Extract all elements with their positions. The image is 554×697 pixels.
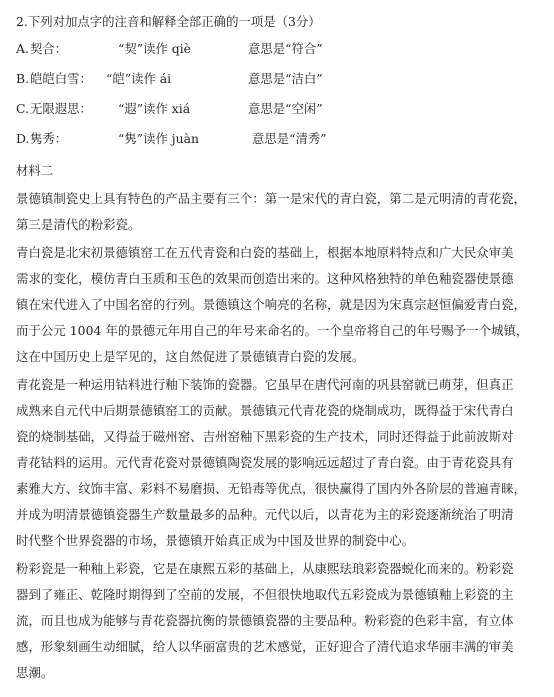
paragraph-line: 需求的变化，模仿青白玉质和玉色的效果而创造出来的。这种风格独特的单色釉瓷器使景德 bbox=[16, 271, 514, 286]
option-a[interactable] bbox=[16, 34, 538, 64]
paragraph-line: 第三是清代的粉彩瓷。 bbox=[16, 217, 141, 232]
paragraph-line: 思潮。 bbox=[16, 665, 54, 680]
material-heading: 材料二 bbox=[16, 163, 54, 178]
paragraph-line: 青花瓷是一种运用钴料进行釉下装饰的瓷器。它虽早在唐代河南的巩县窑就已萌芽，但真正 bbox=[16, 377, 514, 392]
option-word: 皑皑白雪： bbox=[30, 71, 92, 86]
paragraph-fencai bbox=[16, 556, 538, 686]
paragraph-line: 并成为明清景德镇瓷器生产数量最多的品种。元代以后，以青花为主的彩瓷逐渐统治了明清 bbox=[16, 507, 514, 522]
option-c[interactable] bbox=[16, 94, 538, 124]
paragraph-qingbai bbox=[16, 240, 538, 370]
paragraph-line: 而于公元 1004 年的景德元年用自己的年号来命名的。一个皇帝将自己的年号赐予一个城镇， bbox=[16, 323, 529, 338]
paragraph-line: 青花钴料的运用。元代青花瓷对景德镇陶瓷发展的影响远远超过了青白瓷。由于青花瓷具有 bbox=[16, 455, 514, 470]
option-meaning: 意思是“空闲” bbox=[248, 101, 323, 116]
option-word: 无限遐思： bbox=[30, 101, 92, 116]
option-b[interactable] bbox=[16, 64, 538, 94]
question-title: 2.下列对加点字的注音和解释全部正确的一项是（3分） bbox=[16, 14, 321, 29]
option-letter: C. bbox=[16, 101, 29, 116]
paragraph-intro bbox=[16, 186, 538, 238]
paragraph-qinghua bbox=[16, 372, 538, 554]
paragraph-line: 素雅大方、纹饰丰富、彩料不易磨损、无铅毒等优点，很快赢得了国内外各阶层的普遍青睐， bbox=[16, 481, 527, 496]
option-word: 契合： bbox=[30, 41, 68, 56]
paragraph-line: 粉彩瓷是一种釉上彩瓷，它是在康熙五彩的基础上，从康熙珐琅彩瓷器蜕化而来的。粉彩瓷 bbox=[16, 561, 514, 576]
paragraph-line: 成熟来自元代中后期景德镇窑工的贡献。景德镇元代青花瓷的烧制成功，既得益于宋代青白 bbox=[16, 403, 514, 418]
paragraph-line: 流，而且也成为能够与青花瓷器抗衡的景德镇瓷器的主要品种。粉彩瓷的色彩丰富，有立体 bbox=[16, 613, 514, 628]
option-letter: B. bbox=[16, 71, 30, 86]
paragraph-line: 镇在宋代进入了中国名窑的行列。景德镇这个响亮的名称，就是因为宋真宗赵恒偏爱青白瓷， bbox=[16, 297, 527, 312]
paragraph-line: 瓷的烧制基础，又得益于磁州窑、吉州窑釉下黑彩瓷的生产技术，同时还得益于此前波斯对 bbox=[16, 429, 514, 444]
option-reading: “遐”读作 xiá bbox=[118, 101, 191, 116]
option-meaning: 意思是“洁白” bbox=[248, 71, 323, 86]
option-reading: “隽”读作 juàn bbox=[118, 131, 199, 146]
paragraph-line: 景德镇制瓷史上具有特色的产品主要有三个：第一是宋代的青白瓷，第二是元明清的青花瓷， bbox=[16, 191, 527, 206]
paragraph-line: 青白瓷是北宋初景德镇窑工在五代青瓷和白瓷的基础上，根据本地原料特点和广大民众审美 bbox=[16, 245, 514, 260]
option-d[interactable] bbox=[16, 124, 538, 154]
option-meaning: 意思是“清秀” bbox=[252, 131, 327, 146]
paragraph-line: 器到了雍正、乾隆时期得到了空前的发展，不但很快地取代五彩瓷成为景德镇釉上彩瓷的主 bbox=[16, 587, 514, 602]
option-meaning: 意思是“符合” bbox=[248, 41, 323, 56]
paragraph-line: 这在中国历史上是罕见的，这自然促进了景德镇青白瓷的发展。 bbox=[16, 349, 365, 364]
option-word: 隽秀： bbox=[30, 131, 68, 146]
paragraph-line: 时代整个世界瓷器的市场，景德镇开始真正成为中国及世界的制瓷中心。 bbox=[16, 533, 415, 548]
option-reading: “契”读作 qiè bbox=[118, 41, 192, 56]
paragraph-line: 感，形象刻画生动细腻，给人以华丽富贵的艺术感觉，正好迎合了清代追求华丽丰满的审美 bbox=[16, 639, 514, 654]
option-letter: D. bbox=[16, 131, 30, 146]
option-letter: A. bbox=[16, 41, 29, 56]
option-reading: “皑”读作 ái bbox=[106, 71, 172, 86]
